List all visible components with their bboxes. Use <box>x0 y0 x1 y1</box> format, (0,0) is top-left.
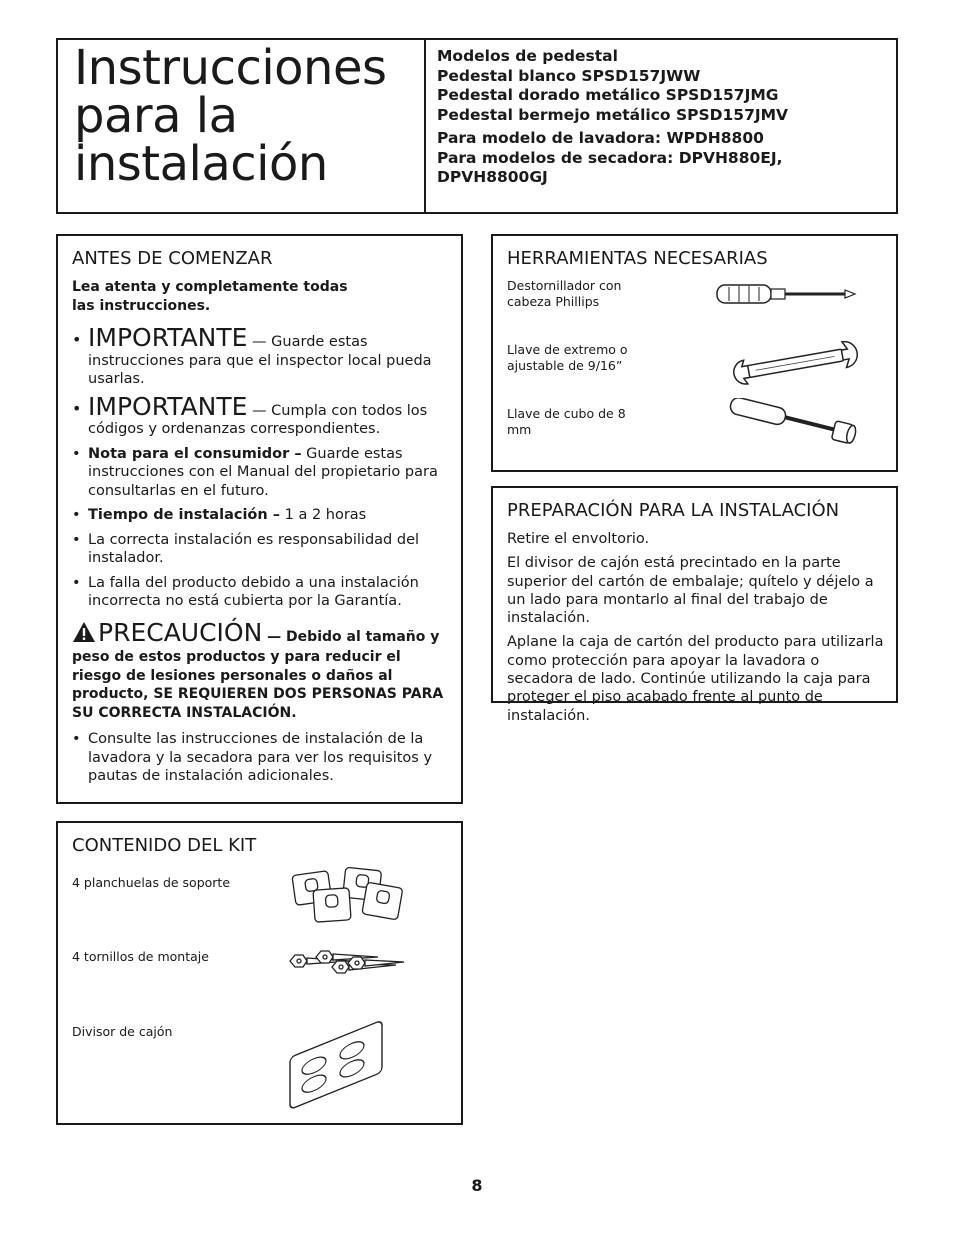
consumer-note-item: • Nota para el consumidor – Guarde estas instrucciones con el Manual del propietario para consultarlas en el futuro. <box>72 445 438 499</box>
install-time-text: 1 a 2 horas <box>280 507 367 523</box>
kit-item-label: Divisor de cajón <box>72 1024 173 1039</box>
wrench-icon <box>725 338 870 388</box>
header-box <box>56 38 898 214</box>
installation-prep-section <box>491 486 898 724</box>
mounting-screw-icon <box>288 943 408 983</box>
section-title: CONTENIDO DEL KIT <box>72 835 257 856</box>
caution-text: — Debido al tamaño y peso de estos productos y para reducir el riesgo de lesiones personales o daños al producto, SE REQUIEREN DOS PERSONAS PARA SU CORRECTA INSTALACIÓN. <box>72 628 444 721</box>
title-line-3: instalación <box>74 136 328 192</box>
model-white: Pedestal blanco SPSD157JWW <box>437 66 701 85</box>
model-vermilion: Pedestal bermejo metálico SPSD157JMV <box>437 105 789 124</box>
tool-label: Destornillador con cabeza Phillips <box>507 278 622 309</box>
title-line-2: para la <box>74 88 238 144</box>
important-label: IMPORTANTE <box>88 323 248 352</box>
prep-paragraph: El divisor de cajón está precintado en la parte superior del cartón de embalaje; quítelo y déjelo a un lado para montarlo al final del trabajo de instalación. <box>507 555 874 627</box>
support-bracket-icon <box>288 865 408 927</box>
caution-label: PRECAUCIÓN <box>98 617 263 647</box>
before-you-begin-section <box>56 234 463 804</box>
section-title: HERRAMIENTAS NECESARIAS <box>507 248 768 269</box>
section-title: PREPARACIÓN PARA LA INSTALACIÓN <box>507 500 840 521</box>
model-gold: Pedestal dorado metálico SPSD157JMG <box>437 86 779 104</box>
tool-label: Llave de extremo o ajustable de 9/16” <box>507 342 628 373</box>
responsibility-item: • La correcta instalación es responsabilidad del instalador. <box>72 531 420 566</box>
consult-text: Consulte las instrucciones de instalación de la lavadora y la secadora para ver los requisitos y pautas de instalación adicionales. <box>88 731 433 784</box>
intro-text: Lea atenta y completamente todas las instrucciones. <box>72 279 348 314</box>
kit-item-label: 4 planchuelas de soporte <box>72 875 231 890</box>
prep-paragraph: Aplane la caja de cartón del producto para utilizarla como protección para apoyar la lavadora o secadora de lado. Continúe utilizando la caja para proteger el piso acabado frente al punto de instalación. <box>507 634 884 724</box>
important-text: — Guarde estas instrucciones para que el inspector local pueda usarlas. <box>88 334 432 387</box>
kit-item-label: 4 tornillos de montaje <box>72 949 209 964</box>
caution-block <box>72 617 449 723</box>
drawer-divider-icon <box>286 1019 390 1115</box>
models-panel <box>426 40 896 212</box>
tool-row <box>507 342 884 406</box>
tool-row <box>507 406 884 470</box>
consumer-note-label: Nota para el consumidor – <box>88 445 302 462</box>
prep-paragraph: Retire el envoltorio. <box>507 531 650 547</box>
title-line-1: Instrucciones <box>74 40 387 96</box>
responsibility-text: La correcta instalación es responsabilidad del instalador. <box>88 531 420 566</box>
important-text: — Cumpla con todos los códigos y ordenanzas correspondientes. <box>88 402 428 437</box>
consumer-note-text: Guarde estas instrucciones con el Manual del propietario para consultarlas en el futuro. <box>88 445 438 499</box>
phillips-screwdriver-icon <box>715 280 860 310</box>
tool-label: Llave de cubo de 8 mm <box>507 406 626 437</box>
section-title: ANTES DE COMENZAR <box>72 248 273 269</box>
warranty-item: • La falla del producto debido a una instalación incorrecta no está cubierta por la Garantía. <box>72 574 419 609</box>
title-panel <box>58 40 426 212</box>
page-title <box>74 40 424 192</box>
kit-contents-section <box>56 821 463 1125</box>
tool-row <box>507 278 884 342</box>
socket-driver-icon <box>725 398 870 460</box>
install-time-item: • Tiempo de instalación – 1 a 2 horas <box>72 507 367 523</box>
important-label: IMPORTANTE <box>88 391 248 421</box>
important-item-2: • IMPORTANTE — Cumpla con todos los códigos y ordenanzas correspondientes. <box>72 391 428 437</box>
models-heading: Modelos de pedestal <box>437 47 618 65</box>
install-time-label: Tiempo de instalación – <box>88 507 280 523</box>
page-number: 8 <box>471 1176 483 1195</box>
washer-model: Para modelo de lavadora: WPDH8800 <box>437 129 764 147</box>
important-item-1: • IMPORTANTE — Guarde estas instrucciones para que el inspector local pueda usarlas. <box>72 323 432 387</box>
dryer-models: Para modelos de secadora: DPVH880EJ, DPVH8800GJ <box>437 148 783 186</box>
consult-item: • Consulte las instrucciones de instalación de la lavadora y la secadora para ver los requisitos y pautas de instalación adicionales. <box>72 731 433 784</box>
tools-section <box>491 234 898 472</box>
warranty-text: La falla del producto debido a una instalación incorrecta no está cubierta por la Garantía. <box>88 574 419 609</box>
warning-triangle-icon <box>72 621 96 649</box>
